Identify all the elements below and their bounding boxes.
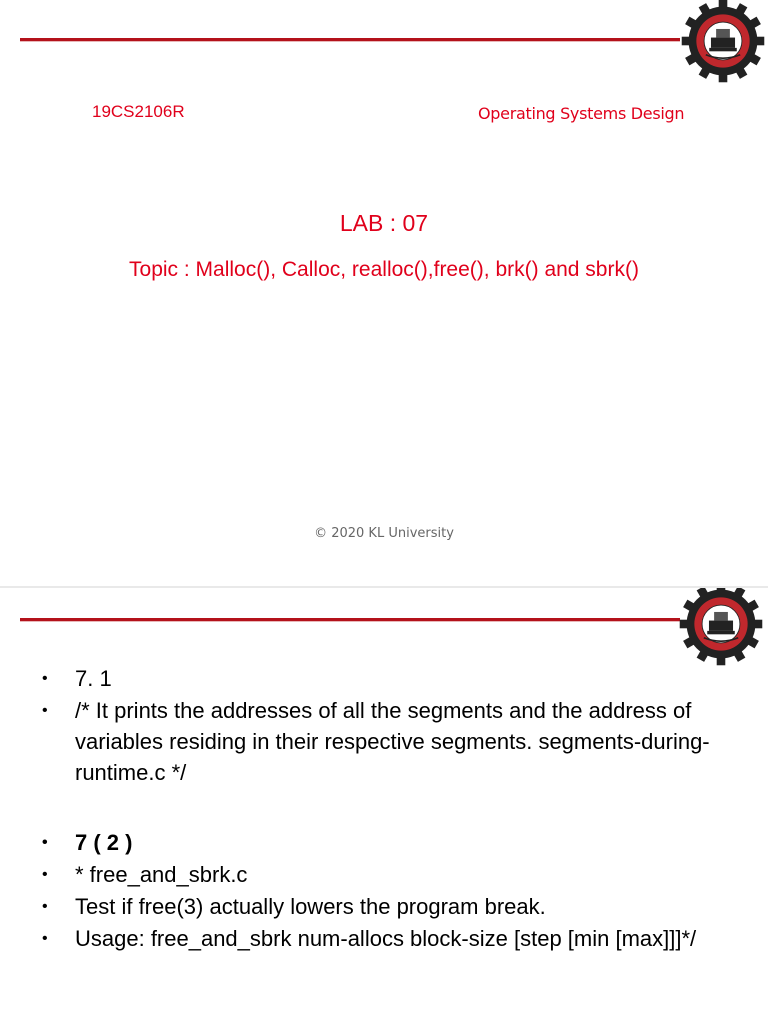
bullet-item: [38, 891, 738, 922]
bullet-item: [38, 663, 738, 694]
university-seal-icon: [680, 0, 766, 84]
bullet-dot: •: [42, 670, 48, 687]
bullet-dot: •: [42, 866, 48, 883]
bullet-text: * free_and_sbrk.c: [75, 862, 248, 887]
copyright-notice: © 2020 KL University: [314, 526, 454, 541]
bullet-item: [38, 695, 738, 788]
bullet-text: /* It prints the addresses of all the segments and the address of variables residing in their respective segments. segments-during-runtime.c */: [75, 698, 710, 785]
course-name: Operating Systems Design: [478, 104, 685, 123]
topic-title: Topic : Malloc(), Calloc, realloc(),free(), brk() and sbrk(): [129, 258, 639, 281]
header-rule: [20, 618, 680, 621]
bullet-item: [38, 923, 738, 954]
bullet-dot: •: [42, 898, 48, 915]
bullet-dot: •: [42, 702, 48, 719]
university-seal-icon: [678, 588, 764, 667]
bullet-item: [38, 827, 738, 858]
bullet-text: Usage: free_and_sbrk num-allocs block-size [step [min [max]]]*/: [75, 926, 697, 951]
content-slide: [0, 588, 768, 1024]
bullet-text: 7. 1: [75, 666, 112, 691]
bullet-text: 7 ( 2 ): [75, 830, 133, 855]
bullet-dot: •: [42, 834, 48, 851]
bullet-list: [38, 663, 738, 955]
course-code: 19CS2106R: [92, 102, 185, 121]
bullet-text: Test if free(3) actually lowers the program break.: [75, 894, 546, 919]
lab-title: LAB : 07: [339, 210, 429, 236]
bullet-dot: •: [42, 930, 48, 947]
header-rule: [20, 38, 680, 41]
bullet-item: [38, 859, 738, 890]
